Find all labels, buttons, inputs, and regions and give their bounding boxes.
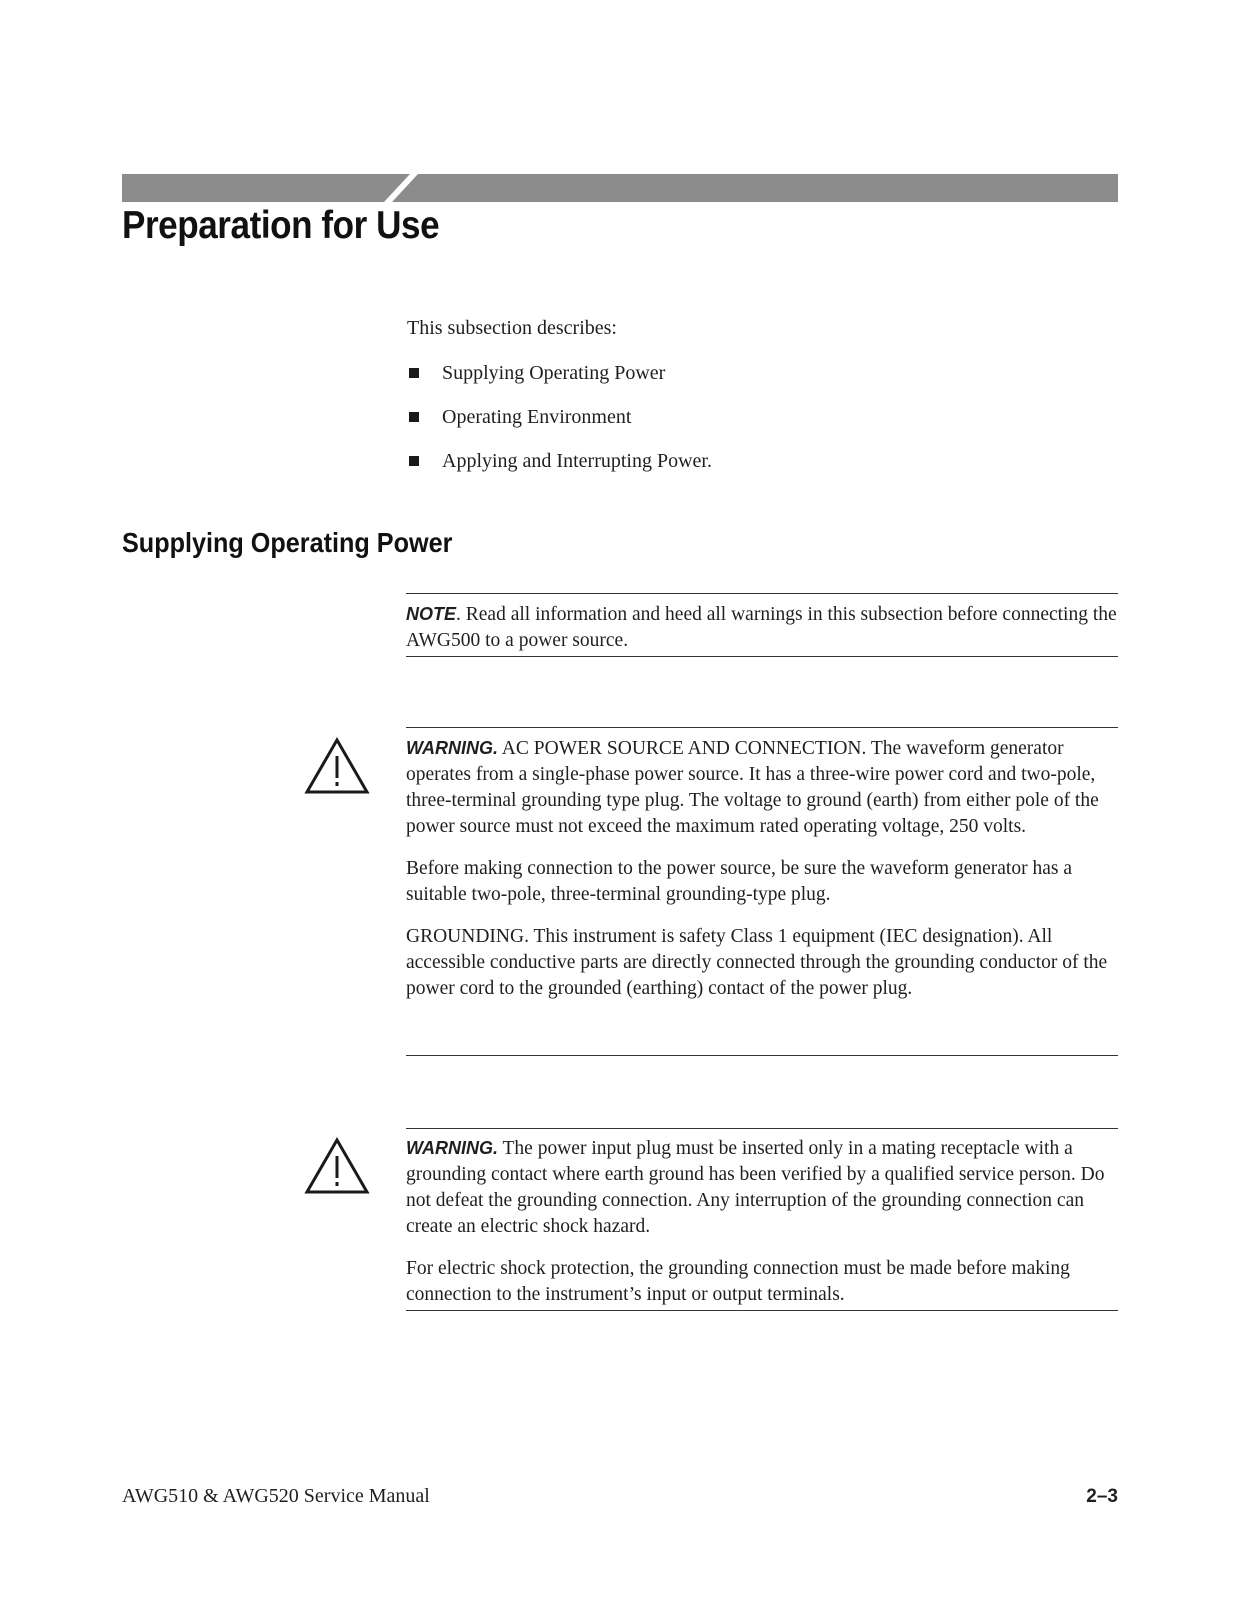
bullet-square-icon	[409, 368, 419, 378]
footer-page-number: 2–3	[1086, 1486, 1118, 1507]
bullet-square-icon	[409, 456, 419, 466]
warning-text: The power input plug must be inserted only in a mating receptacle with a grounding contact where earth ground has been verified by a qualified service person. Do not defeat the grounding connection. Any interruption of the grounding connection can create an electric shock hazard.	[406, 1138, 1105, 1237]
note-label: NOTE	[406, 604, 457, 624]
warning-label: WARNING.	[406, 738, 498, 758]
warning-triangle-icon	[304, 1137, 370, 1195]
header-bar	[122, 174, 1118, 202]
warning-triangle-icon	[304, 737, 370, 795]
warning-paragraph	[406, 735, 1118, 840]
footer-manual-title: AWG510 & AWG520 Service Manual	[122, 1485, 430, 1507]
section-heading: Supplying Operating Power	[122, 527, 453, 558]
warning-box-grounding	[406, 1128, 1118, 1311]
page-title: Preparation for Use	[122, 204, 440, 247]
warning-text: AC POWER SOURCE AND CONNECTION. The waveform generator operates from a single-phase power source. It has a three-wire power cord and two-pole, three-terminal grounding type plug. The voltage to ground (earth) from either pole of the power source must not exceed the maximum rated operating voltage, 250 volts.	[406, 738, 1099, 837]
warning-paragraph	[406, 1135, 1118, 1240]
note-box	[406, 593, 1118, 657]
intro-text: This subsection describes:	[407, 317, 617, 339]
warning-paragraph-2: Before making connection to the power source, be sure the waveform generator has a suitable two-pole, three-terminal grounding-type plug.	[406, 858, 1072, 905]
warning-paragraph-3: GROUNDING. This instrument is safety Class 1 equipment (IEC designation). All accessible conductive parts are directly connected through the grounding conductor of the power cord to the grounded (earthing) contact of the power plug.	[406, 926, 1108, 999]
list-item	[407, 449, 712, 493]
list-item-label: Operating Environment	[442, 406, 632, 428]
warning-paragraph-2: For electric shock protection, the grounding connection must be made before making connection to the instrument’s input or output terminals.	[406, 1258, 1070, 1305]
bullet-square-icon	[409, 412, 419, 422]
warning-label: WARNING.	[406, 1138, 498, 1158]
list-item-label: Applying and Interrupting Power.	[442, 450, 712, 472]
list-item	[407, 361, 712, 405]
note-paragraph	[406, 601, 1118, 654]
list-item-label: Supplying Operating Power	[442, 362, 666, 384]
topic-list	[407, 361, 712, 493]
list-item	[407, 405, 712, 449]
warning-box-ac-power	[406, 727, 1118, 1056]
note-text: . Read all information and heed all warnings in this subsection before connecting the AWG500 to a power source.	[406, 604, 1117, 651]
